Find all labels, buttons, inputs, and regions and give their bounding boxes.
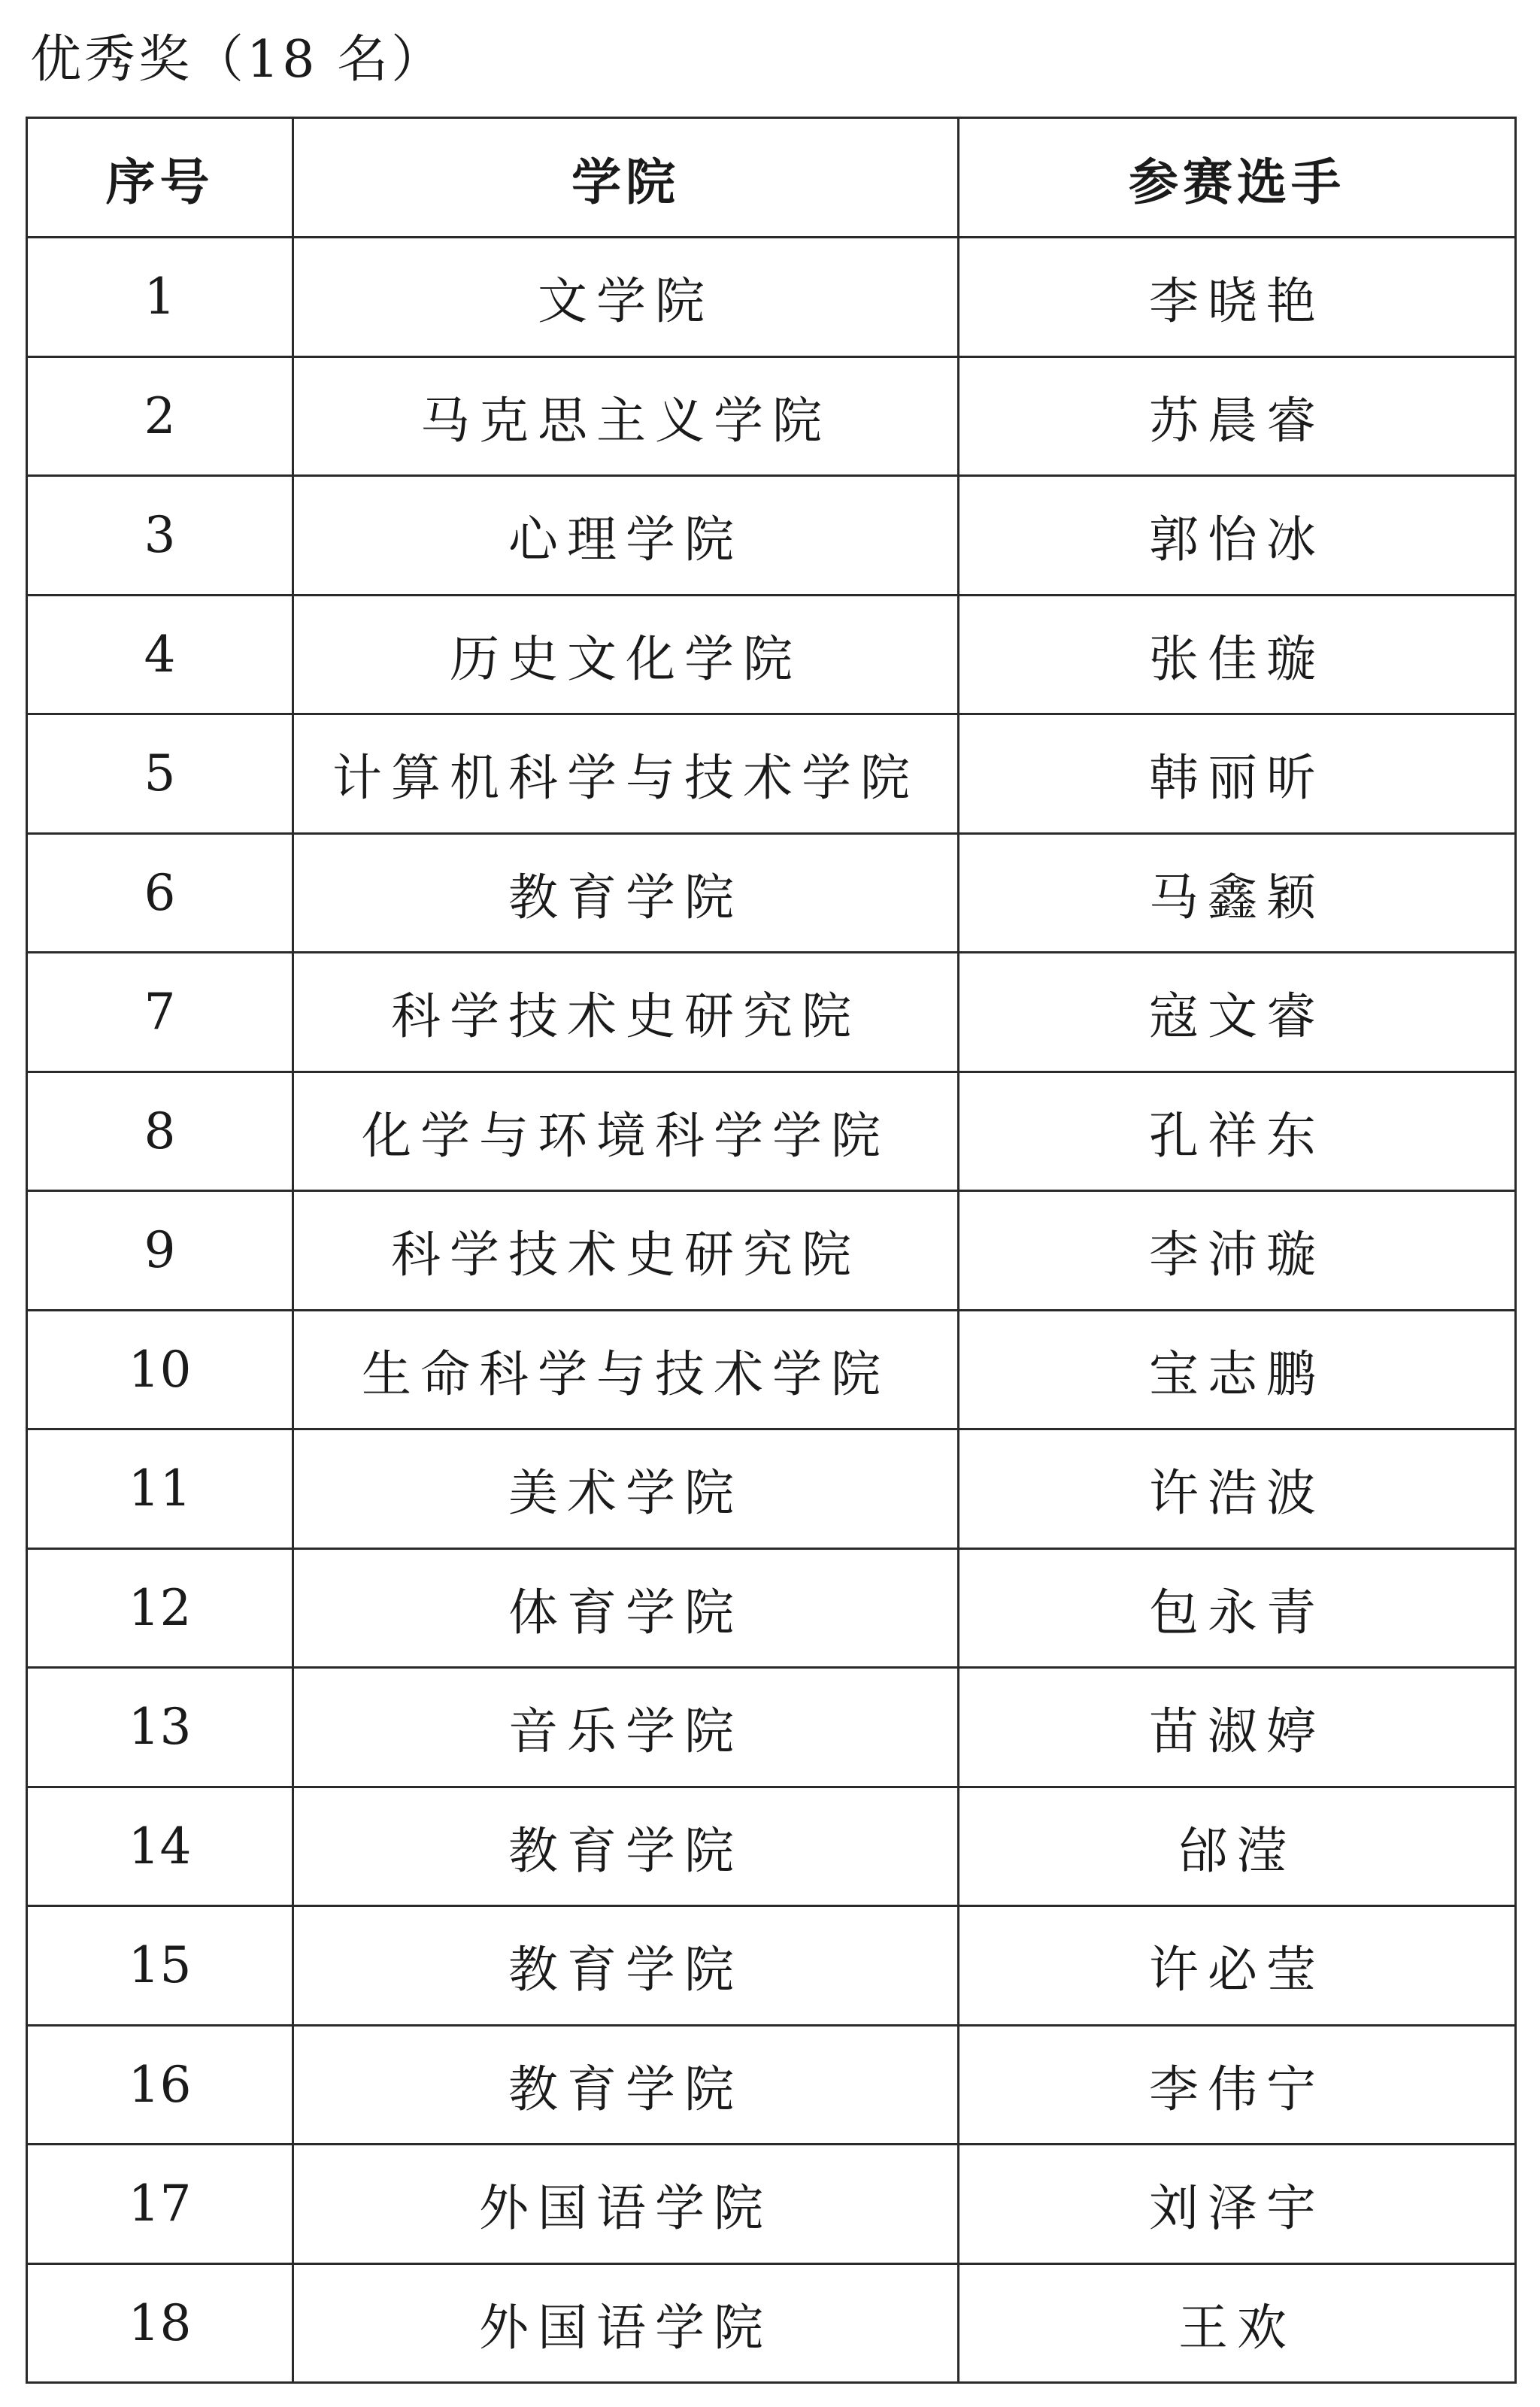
cell-contestant: 马鑫颖 [959,833,1516,953]
table-body [27,238,1516,2383]
cell-college: 科学技术史研究院 [293,1191,959,1311]
header-college: 学院 [293,118,959,238]
cell-college: 教育学院 [293,2025,959,2145]
cell-index: 11 [27,1429,293,1549]
cell-contestant: 张佳璇 [959,595,1516,714]
cell-college: 化学与环境科学学院 [293,1072,959,1191]
cell-college: 教育学院 [293,833,959,953]
table-row [27,2025,1516,2145]
cell-college: 科学技术史研究院 [293,953,959,1072]
cell-contestant: 许必莹 [959,1906,1516,2026]
cell-contestant: 郭怡冰 [959,476,1516,596]
cell-contestant: 邰滢 [959,1787,1516,1906]
table-row [27,356,1516,476]
cell-contestant: 刘泽宇 [959,2145,1516,2264]
cell-index: 12 [27,1548,293,1668]
cell-index: 6 [27,833,293,953]
cell-college: 文学院 [293,238,959,357]
cell-contestant: 王欢 [959,2263,1516,2383]
cell-college: 历史文化学院 [293,595,959,714]
table-header [27,118,1516,238]
cell-contestant: 孔祥东 [959,1072,1516,1191]
table-row [27,714,1516,834]
table-row [27,1429,1516,1549]
cell-college: 教育学院 [293,1906,959,2026]
cell-college: 外国语学院 [293,2263,959,2383]
cell-college: 生命科学与技术学院 [293,1310,959,1429]
cell-index: 7 [27,953,293,1072]
table-row [27,1191,1516,1311]
header-row [27,118,1516,238]
cell-college: 心理学院 [293,476,959,596]
cell-index: 18 [27,2263,293,2383]
cell-index: 3 [27,476,293,596]
table-row [27,476,1516,596]
cell-college: 美术学院 [293,1429,959,1549]
cell-index: 9 [27,1191,293,1311]
cell-index: 1 [27,238,293,357]
cell-index: 14 [27,1787,293,1906]
cell-college: 计算机科学与技术学院 [293,714,959,834]
cell-contestant: 宝志鹏 [959,1310,1516,1429]
cell-contestant: 李伟宁 [959,2025,1516,2145]
table-row [27,1787,1516,1906]
cell-contestant: 韩丽昕 [959,714,1516,834]
cell-index: 16 [27,2025,293,2145]
table-row [27,2263,1516,2383]
cell-index: 8 [27,1072,293,1191]
cell-contestant: 许浩波 [959,1429,1516,1549]
table-row [27,953,1516,1072]
cell-index: 5 [27,714,293,834]
header-contestant: 参赛选手 [959,118,1516,238]
table-row [27,2145,1516,2264]
table-row [27,1548,1516,1668]
table-row [27,1310,1516,1429]
cell-college: 外国语学院 [293,2145,959,2264]
table-row [27,1906,1516,2026]
cell-contestant: 包永青 [959,1548,1516,1668]
cell-contestant: 苏晨睿 [959,356,1516,476]
table-row [27,833,1516,953]
page-title: 优秀奖（18 名） [30,30,446,89]
cell-contestant: 李晓艳 [959,238,1516,357]
cell-college: 音乐学院 [293,1668,959,1787]
cell-index: 13 [27,1668,293,1787]
cell-contestant: 寇文睿 [959,953,1516,1072]
award-table [26,117,1517,2384]
cell-contestant: 李沛璇 [959,1191,1516,1311]
table-row [27,238,1516,357]
header-index: 序号 [27,118,293,238]
cell-college: 马克思主义学院 [293,356,959,476]
cell-index: 15 [27,1906,293,2026]
table-row [27,595,1516,714]
cell-index: 4 [27,595,293,714]
table-row [27,1072,1516,1191]
table-row [27,1668,1516,1787]
cell-index: 2 [27,356,293,476]
cell-contestant: 苗淑婷 [959,1668,1516,1787]
cell-college: 体育学院 [293,1548,959,1668]
cell-college: 教育学院 [293,1787,959,1906]
cell-index: 10 [27,1310,293,1429]
cell-index: 17 [27,2145,293,2264]
